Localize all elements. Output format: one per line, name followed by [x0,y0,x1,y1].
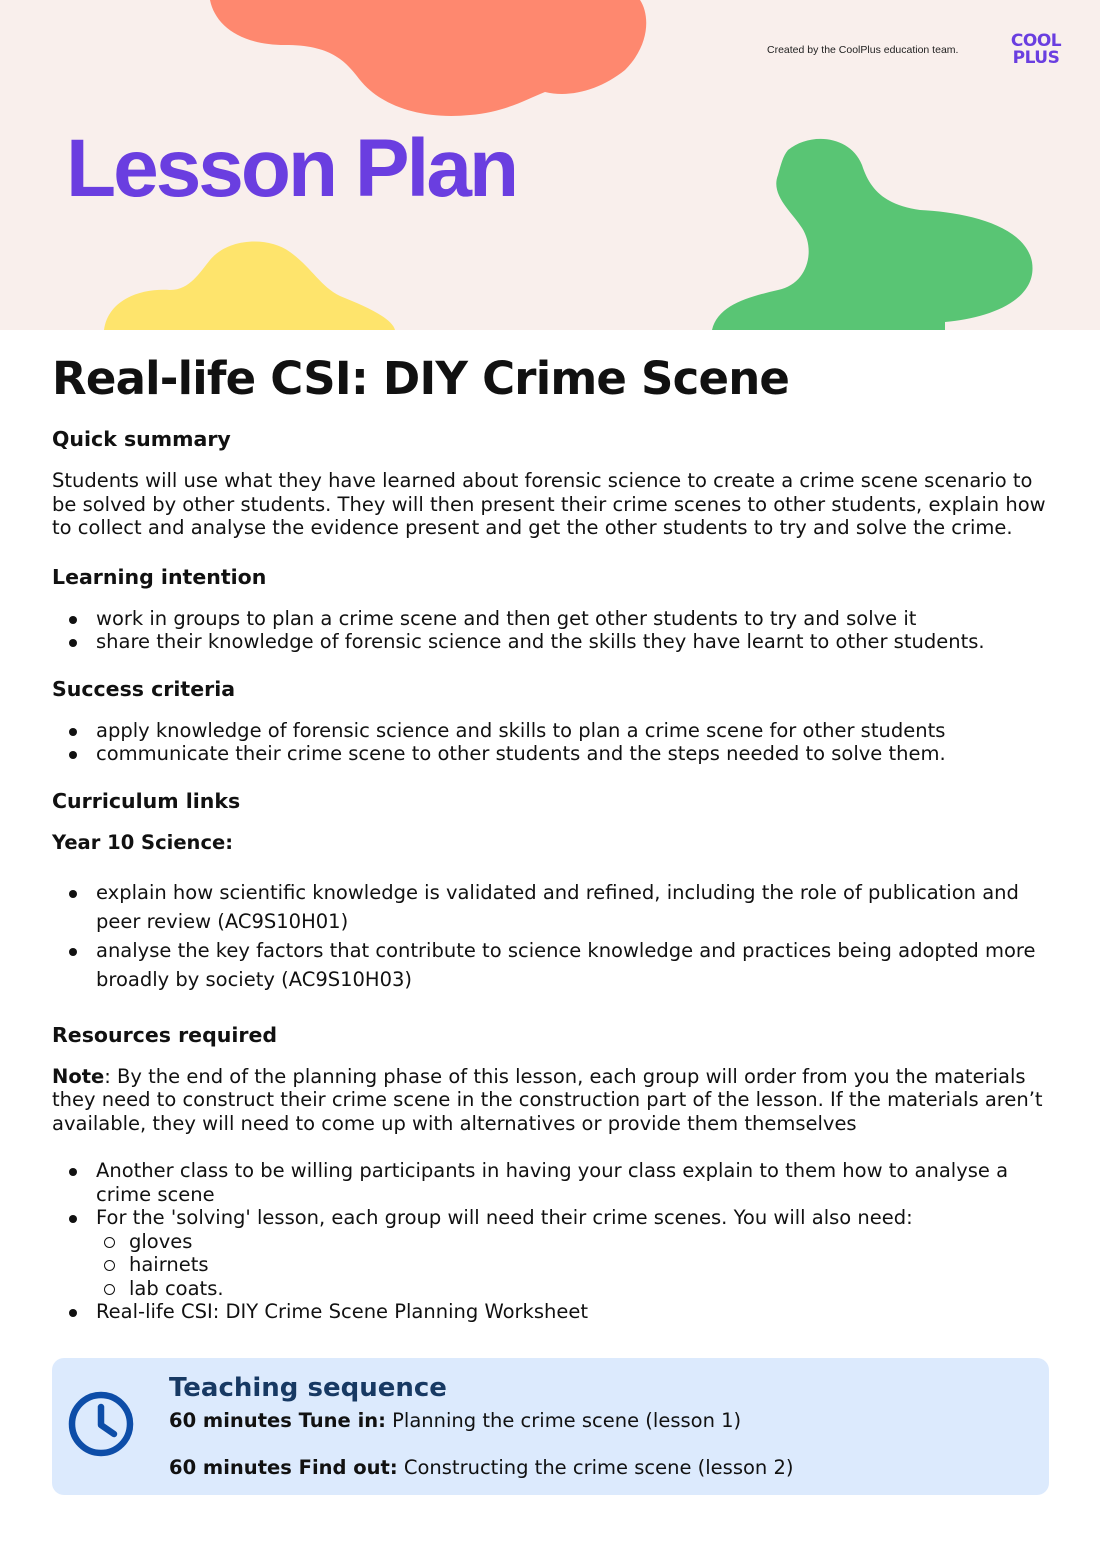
curriculum-heading: Curriculum links [52,788,241,813]
list-item: communicate their crime scene to other students and the steps needed to solve them. [96,742,1052,766]
success-criteria-heading: Success criteria [52,676,236,701]
learning-intention-heading: Learning intention [52,564,267,589]
list-item: analyse the key factors that contribute to science knowledge and practices being adopted more broadly by society (AC9S10H03) [96,936,1052,994]
resources-heading: Resources required [52,1022,278,1047]
success-criteria-list [52,719,1052,766]
sub-list [96,1230,1052,1301]
note-text: : By the end of the planning phase of this lesson, each group will order from you the materials they need to construct their crime scene in the construction part of the lesson. If the materials aren’t available, they will need to come up with alternatives or provide them themselves [52,1064,1043,1135]
logo-line-1: COOL [1010,31,1062,51]
curriculum-list [52,878,1052,994]
coral-blob [210,0,646,116]
sequence-line-label: 60 minutes Find out: [169,1456,398,1479]
yellow-blob [104,242,395,330]
clock-icon [67,1390,135,1458]
sequence-line [169,1456,794,1480]
sub-list-item: lab coats. [129,1277,1052,1301]
list-item [96,1206,1052,1300]
list-item: work in groups to plan a crime scene and then get other students to try and solve it [96,607,1052,631]
list-item: share their knowledge of forensic science and the skills they have learnt to other students. [96,630,1052,654]
lesson-title: Real-life CSI: DIY Crime Scene [52,352,790,405]
sequence-line-label: 60 minutes Tune in: [169,1409,386,1432]
curriculum-subheading: Year 10 Science: [52,830,234,854]
resources-list [52,1159,1052,1324]
note-label: Note [52,1064,105,1088]
list-item: Another class to be willing participants in having your class explain to them how to analyse a crime scene [96,1159,1052,1206]
quick-summary-heading: Quick summary [52,427,231,451]
sub-list-item: hairnets [129,1253,1052,1277]
list-item-text: For the 'solving' lesson, each group will need their crime scenes. You will also need: [96,1206,913,1229]
learning-intention-list [52,607,1052,654]
sequence-line-text: Planning the crime scene (lesson 1) [385,1409,742,1432]
coolplus-logo [1004,33,1068,67]
lesson-content [52,352,1052,1346]
sequence-line [169,1409,741,1433]
quick-summary-text: Students will use what they have learned about forensic science to create a crime scene scenario to be solved by other students. They will then present their crime scenes to other students, explain how to collect and analyse the evidence present and get the other students to try and solve the crime. [52,469,1046,539]
credit-text: Created by the CoolPlus education team. [767,44,959,56]
resources-note [52,1065,1052,1136]
list-item: explain how scientific knowledge is validated and refined, including the role of publication and peer review (AC9S10H01) [96,878,1052,936]
list-item: apply knowledge of forensic science and skills to plan a crime scene for other students [96,719,1052,743]
header-banner [0,0,1100,330]
teaching-sequence-box [52,1358,1049,1495]
sequence-line-text: Constructing the crime scene (lesson 2) [397,1456,794,1479]
sub-list-item: gloves [129,1230,1052,1254]
page-title: Lesson Plan [66,123,517,214]
teaching-sequence-heading: Teaching sequence [169,1373,447,1403]
green-blob [712,139,1033,330]
logo-line-2: PLUS [1012,48,1060,68]
list-item: Real-life CSI: DIY Crime Scene Planning Worksheet [96,1300,1052,1324]
